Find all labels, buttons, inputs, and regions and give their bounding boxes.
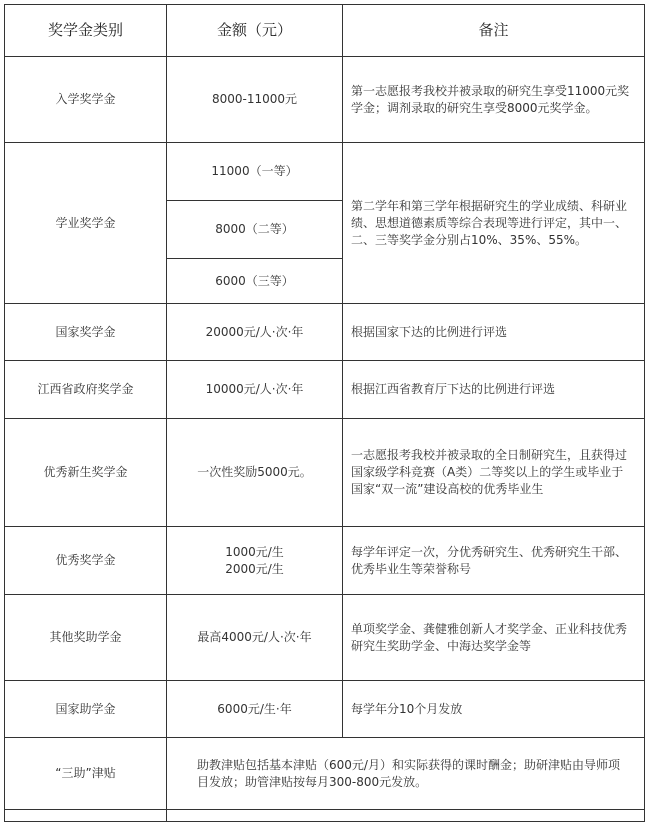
row-amount: 一次性奖励5000元。 [167,419,343,527]
row-note: 助教津贴包括基本津贴（600元/月）和实际获得的课时酬金；助研津贴由导师项目发放；助管津贴按每月300-800元发放。 [167,738,645,810]
header-category: 奖学金类别 [5,5,167,57]
row-amount: 8000-11000元 [167,57,343,143]
table-row [5,304,645,361]
table-row [5,419,645,527]
row-amount-second: 8000（二等） [167,201,343,259]
row-category: 江西省政府奖学金 [5,361,167,419]
table-header-row [5,5,645,57]
header-amount: 金额（元） [167,5,343,57]
table-row [5,143,645,201]
row-note: 一志愿报考我校并被录取的全日制研究生，且获得过国家级学科竞赛（A类）二等奖以上的学生或毕业于国家“双一流”建设高校的优秀毕业生 [343,419,645,527]
row-category: 国家奖学金 [5,304,167,361]
row-amount: 10000元/人·次·年 [167,361,343,419]
scholarship-table [4,4,645,822]
row-amount: 6000元/生·年 [167,681,343,738]
table-row [5,595,645,681]
row-amount-first: 11000（一等） [167,143,343,201]
row-category: 其他奖助学金 [5,595,167,681]
row-category: 国家助学金 [5,681,167,738]
row-note: 根据江西省教育厅下达的比例进行评选 [343,361,645,419]
table-row [5,681,645,738]
row-amount: 最高4000元/人·次·年 [167,595,343,681]
row-category: 学业奖学金 [5,143,167,304]
row-note: 每学年评定一次，分优秀研究生、优秀研究生干部、优秀毕业生等荣誉称号 [343,527,645,595]
table-row-clipped [5,810,645,822]
row-note: 每学年分10个月发放 [343,681,645,738]
table-row [5,527,645,595]
row-category: 入学奖学金 [5,57,167,143]
table-row [5,57,645,143]
table-row [5,738,645,810]
clipped-cell [167,810,645,822]
row-note: 第二学年和第三学年根据研究生的学业成绩、科研业绩、思想道德素质等综合表现等进行评定，其中一、二、三等奖学金分别占10%、35%、55%。 [343,143,645,304]
table-row [5,361,645,419]
row-category: 优秀奖学金 [5,527,167,595]
row-amount: 1000元/生 2000元/生 [167,527,343,595]
row-amount: 20000元/人·次·年 [167,304,343,361]
clipped-cell [5,810,167,822]
row-amount-third: 6000（三等） [167,259,343,304]
row-category: “三助”津贴 [5,738,167,810]
row-note: 单项奖学金、龚健雅创新人才奖学金、正业科技优秀研究生奖助学金、中海达奖学金等 [343,595,645,681]
header-note: 备注 [343,5,645,57]
row-category: 优秀新生奖学金 [5,419,167,527]
row-note: 第一志愿报考我校并被录取的研究生享受11000元奖学金；调剂录取的研究生享受8000元奖学金。 [343,57,645,143]
row-note: 根据国家下达的比例进行评选 [343,304,645,361]
